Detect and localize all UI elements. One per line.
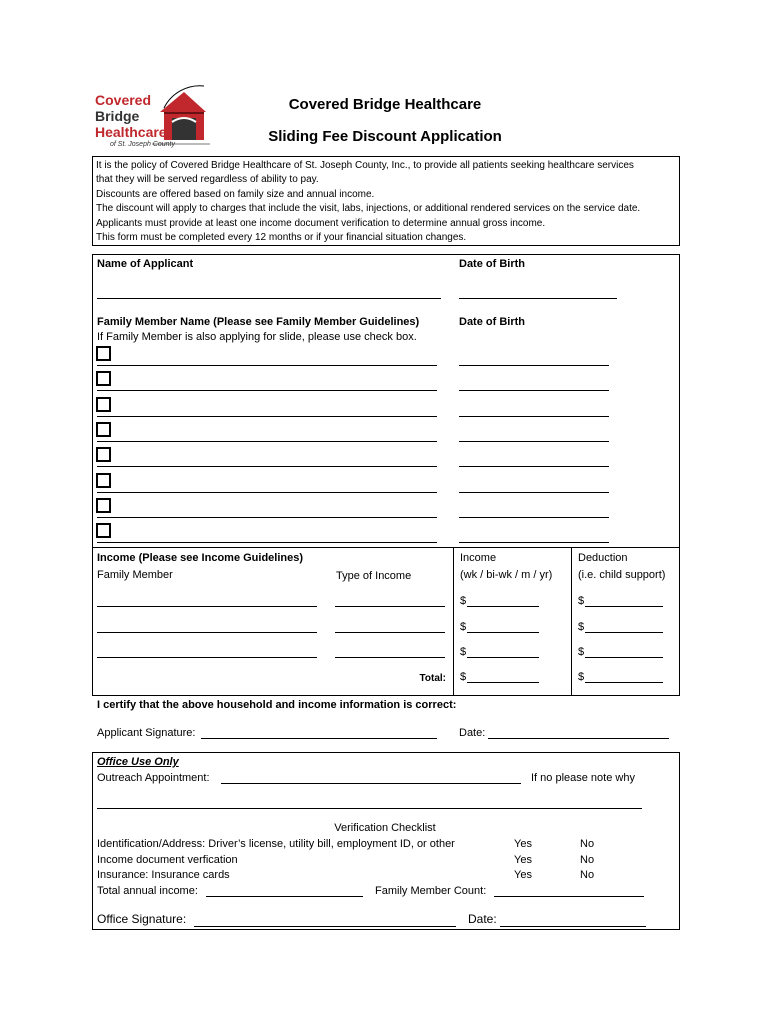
checklist-item-1: Identification/Address: Driver’s license, utility bill, employment ID, or other	[97, 838, 455, 850]
income-col-sep-1	[453, 547, 454, 696]
family-dob-label: Date of Birth	[459, 316, 525, 328]
family-dob-field-4[interactable]	[459, 441, 609, 442]
family-checkbox-3[interactable]	[96, 397, 111, 412]
deduction-total-field[interactable]	[585, 682, 663, 683]
checklist-yes-3[interactable]: Yes	[514, 869, 532, 881]
family-name-field-5[interactable]	[97, 466, 437, 467]
policy-line-4: The discount will apply to charges that include the visit, labs, injections, or additional rendered services on the service date.	[96, 203, 641, 214]
total-label: Total:	[419, 673, 446, 684]
applicant-name-field[interactable]	[97, 298, 441, 299]
income-col-sep-2	[571, 547, 572, 696]
logo	[92, 78, 212, 150]
income-type-field-2[interactable]	[335, 632, 445, 633]
family-dob-field-3[interactable]	[459, 416, 609, 417]
income-amount-field-3[interactable]	[467, 657, 539, 658]
income-frequency-label: (wk / bi-wk / m / yr)	[460, 569, 553, 581]
family-name-label: Family Member Name (Please see Family Member Guidelines)	[97, 316, 420, 328]
office-signature-label: Office Signature:	[97, 912, 187, 926]
checklist-item-3: Insurance: Insurance cards	[97, 869, 230, 881]
income-type-field-1[interactable]	[335, 606, 445, 607]
policy-line-6: This form must be completed every 12 months or if your financial situation changes.	[96, 232, 467, 243]
logo-text-county: of St. Joseph County	[110, 141, 175, 148]
outreach-no-note: If no please note why	[531, 772, 635, 784]
family-dob-field-7[interactable]	[459, 517, 609, 518]
income-member-field-3[interactable]	[97, 657, 317, 658]
logo-text-covered: Covered	[95, 92, 152, 108]
family-checkbox-2[interactable]	[96, 371, 111, 386]
form-title: Sliding Fee Discount Application	[268, 128, 502, 145]
applicant-dob-label: Date of Birth	[459, 258, 525, 270]
policy-line-2: that they will be served regardless of ability to pay.	[96, 174, 319, 185]
income-type-field-3[interactable]	[335, 657, 445, 658]
total-income-label: Total annual income:	[97, 885, 198, 897]
office-date-label: Date:	[468, 912, 497, 926]
applicant-name-label: Name of Applicant	[97, 258, 194, 270]
income-total-dollar: $	[460, 671, 467, 683]
deduction-field-2[interactable]	[585, 632, 663, 633]
outreach-reason-field[interactable]	[97, 808, 642, 809]
logo-text-healthcare: Healthcare	[95, 124, 167, 140]
family-checkbox-6[interactable]	[96, 473, 111, 488]
income-heading: Income (Please see Income Guidelines)	[97, 552, 304, 564]
checklist-yes-2[interactable]: Yes	[514, 854, 532, 866]
income-total-field[interactable]	[467, 682, 539, 683]
income-member-label: Family Member	[97, 569, 173, 581]
family-name-field-4[interactable]	[97, 441, 437, 442]
income-amount-field-2[interactable]	[467, 632, 539, 633]
applicant-dob-field[interactable]	[459, 298, 617, 299]
deduction-dollar-3: $	[578, 646, 585, 658]
checklist-no-3[interactable]: No	[580, 869, 595, 881]
income-type-label: Type of Income	[336, 570, 412, 582]
certify-statement: I certify that the above household and income information is correct:	[97, 699, 457, 711]
family-checkbox-4[interactable]	[96, 422, 111, 437]
family-note: If Family Member is also applying for slide, please use check box.	[97, 331, 417, 343]
income-member-field-2[interactable]	[97, 632, 317, 633]
logo-text-bridge: Bridge	[95, 108, 140, 124]
certify-date-label: Date:	[459, 727, 486, 739]
family-name-field-7[interactable]	[97, 517, 437, 518]
policy-line-5: Applicants must provide at least one income document verification to determine annual gross income.	[96, 218, 546, 229]
checklist-yes-1[interactable]: Yes	[514, 838, 532, 850]
income-member-field-1[interactable]	[97, 606, 317, 607]
office-signature-field[interactable]	[194, 926, 456, 927]
certify-date-field[interactable]	[488, 738, 669, 739]
outreach-field[interactable]	[221, 783, 521, 784]
deduction-field-3[interactable]	[585, 657, 663, 658]
family-dob-field-2[interactable]	[459, 390, 609, 391]
family-dob-field-1[interactable]	[459, 365, 609, 366]
member-count-label: Family Member Count:	[375, 885, 487, 897]
family-checkbox-7[interactable]	[96, 498, 111, 513]
outreach-label: Outreach Appointment:	[97, 772, 210, 784]
family-name-field-6[interactable]	[97, 492, 437, 493]
family-dob-field-5[interactable]	[459, 466, 609, 467]
applicant-signature-label: Applicant Signature:	[97, 727, 196, 739]
income-divider	[92, 547, 680, 548]
income-dollar-3: $	[460, 646, 467, 658]
checklist-item-2: Income document verfication	[97, 854, 238, 866]
family-name-field-2[interactable]	[97, 390, 437, 391]
family-name-field-1[interactable]	[97, 365, 437, 366]
deduction-total-dollar: $	[578, 671, 585, 683]
deduction-dollar-1: $	[578, 595, 585, 607]
checklist-no-2[interactable]: No	[580, 854, 595, 866]
income-dollar-1: $	[460, 595, 467, 607]
family-checkbox-8[interactable]	[96, 523, 111, 538]
family-checkbox-1[interactable]	[96, 346, 111, 361]
applicant-signature-field[interactable]	[201, 738, 437, 739]
income-amount-field-1[interactable]	[467, 606, 539, 607]
office-date-field[interactable]	[500, 926, 646, 927]
total-income-field[interactable]	[206, 896, 363, 897]
income-dollar-2: $	[460, 621, 467, 633]
org-name: Covered Bridge Healthcare	[288, 96, 482, 113]
family-name-field-3[interactable]	[97, 416, 437, 417]
deduction-dollar-2: $	[578, 621, 585, 633]
deduction-label: Deduction	[578, 552, 628, 564]
checklist-no-1[interactable]: No	[580, 838, 595, 850]
family-dob-field-6[interactable]	[459, 492, 609, 493]
income-amount-label: Income	[460, 552, 497, 564]
deduction-field-1[interactable]	[585, 606, 663, 607]
policy-line-3: Discounts are offered based on family size and annual income.	[96, 189, 375, 200]
family-dob-field-8[interactable]	[459, 542, 609, 543]
member-count-field[interactable]	[494, 896, 644, 897]
deduction-note: (i.e. child support)	[578, 569, 666, 581]
checklist-title: Verification Checklist	[334, 822, 436, 834]
family-checkbox-5[interactable]	[96, 447, 111, 462]
family-name-field-8[interactable]	[97, 542, 437, 543]
policy-line-1: It is the policy of Covered Bridge Healthcare of St. Joseph County, Inc., to provide all patients seeking healthcare services	[96, 160, 634, 171]
office-use-heading: Office Use Only	[97, 756, 179, 768]
